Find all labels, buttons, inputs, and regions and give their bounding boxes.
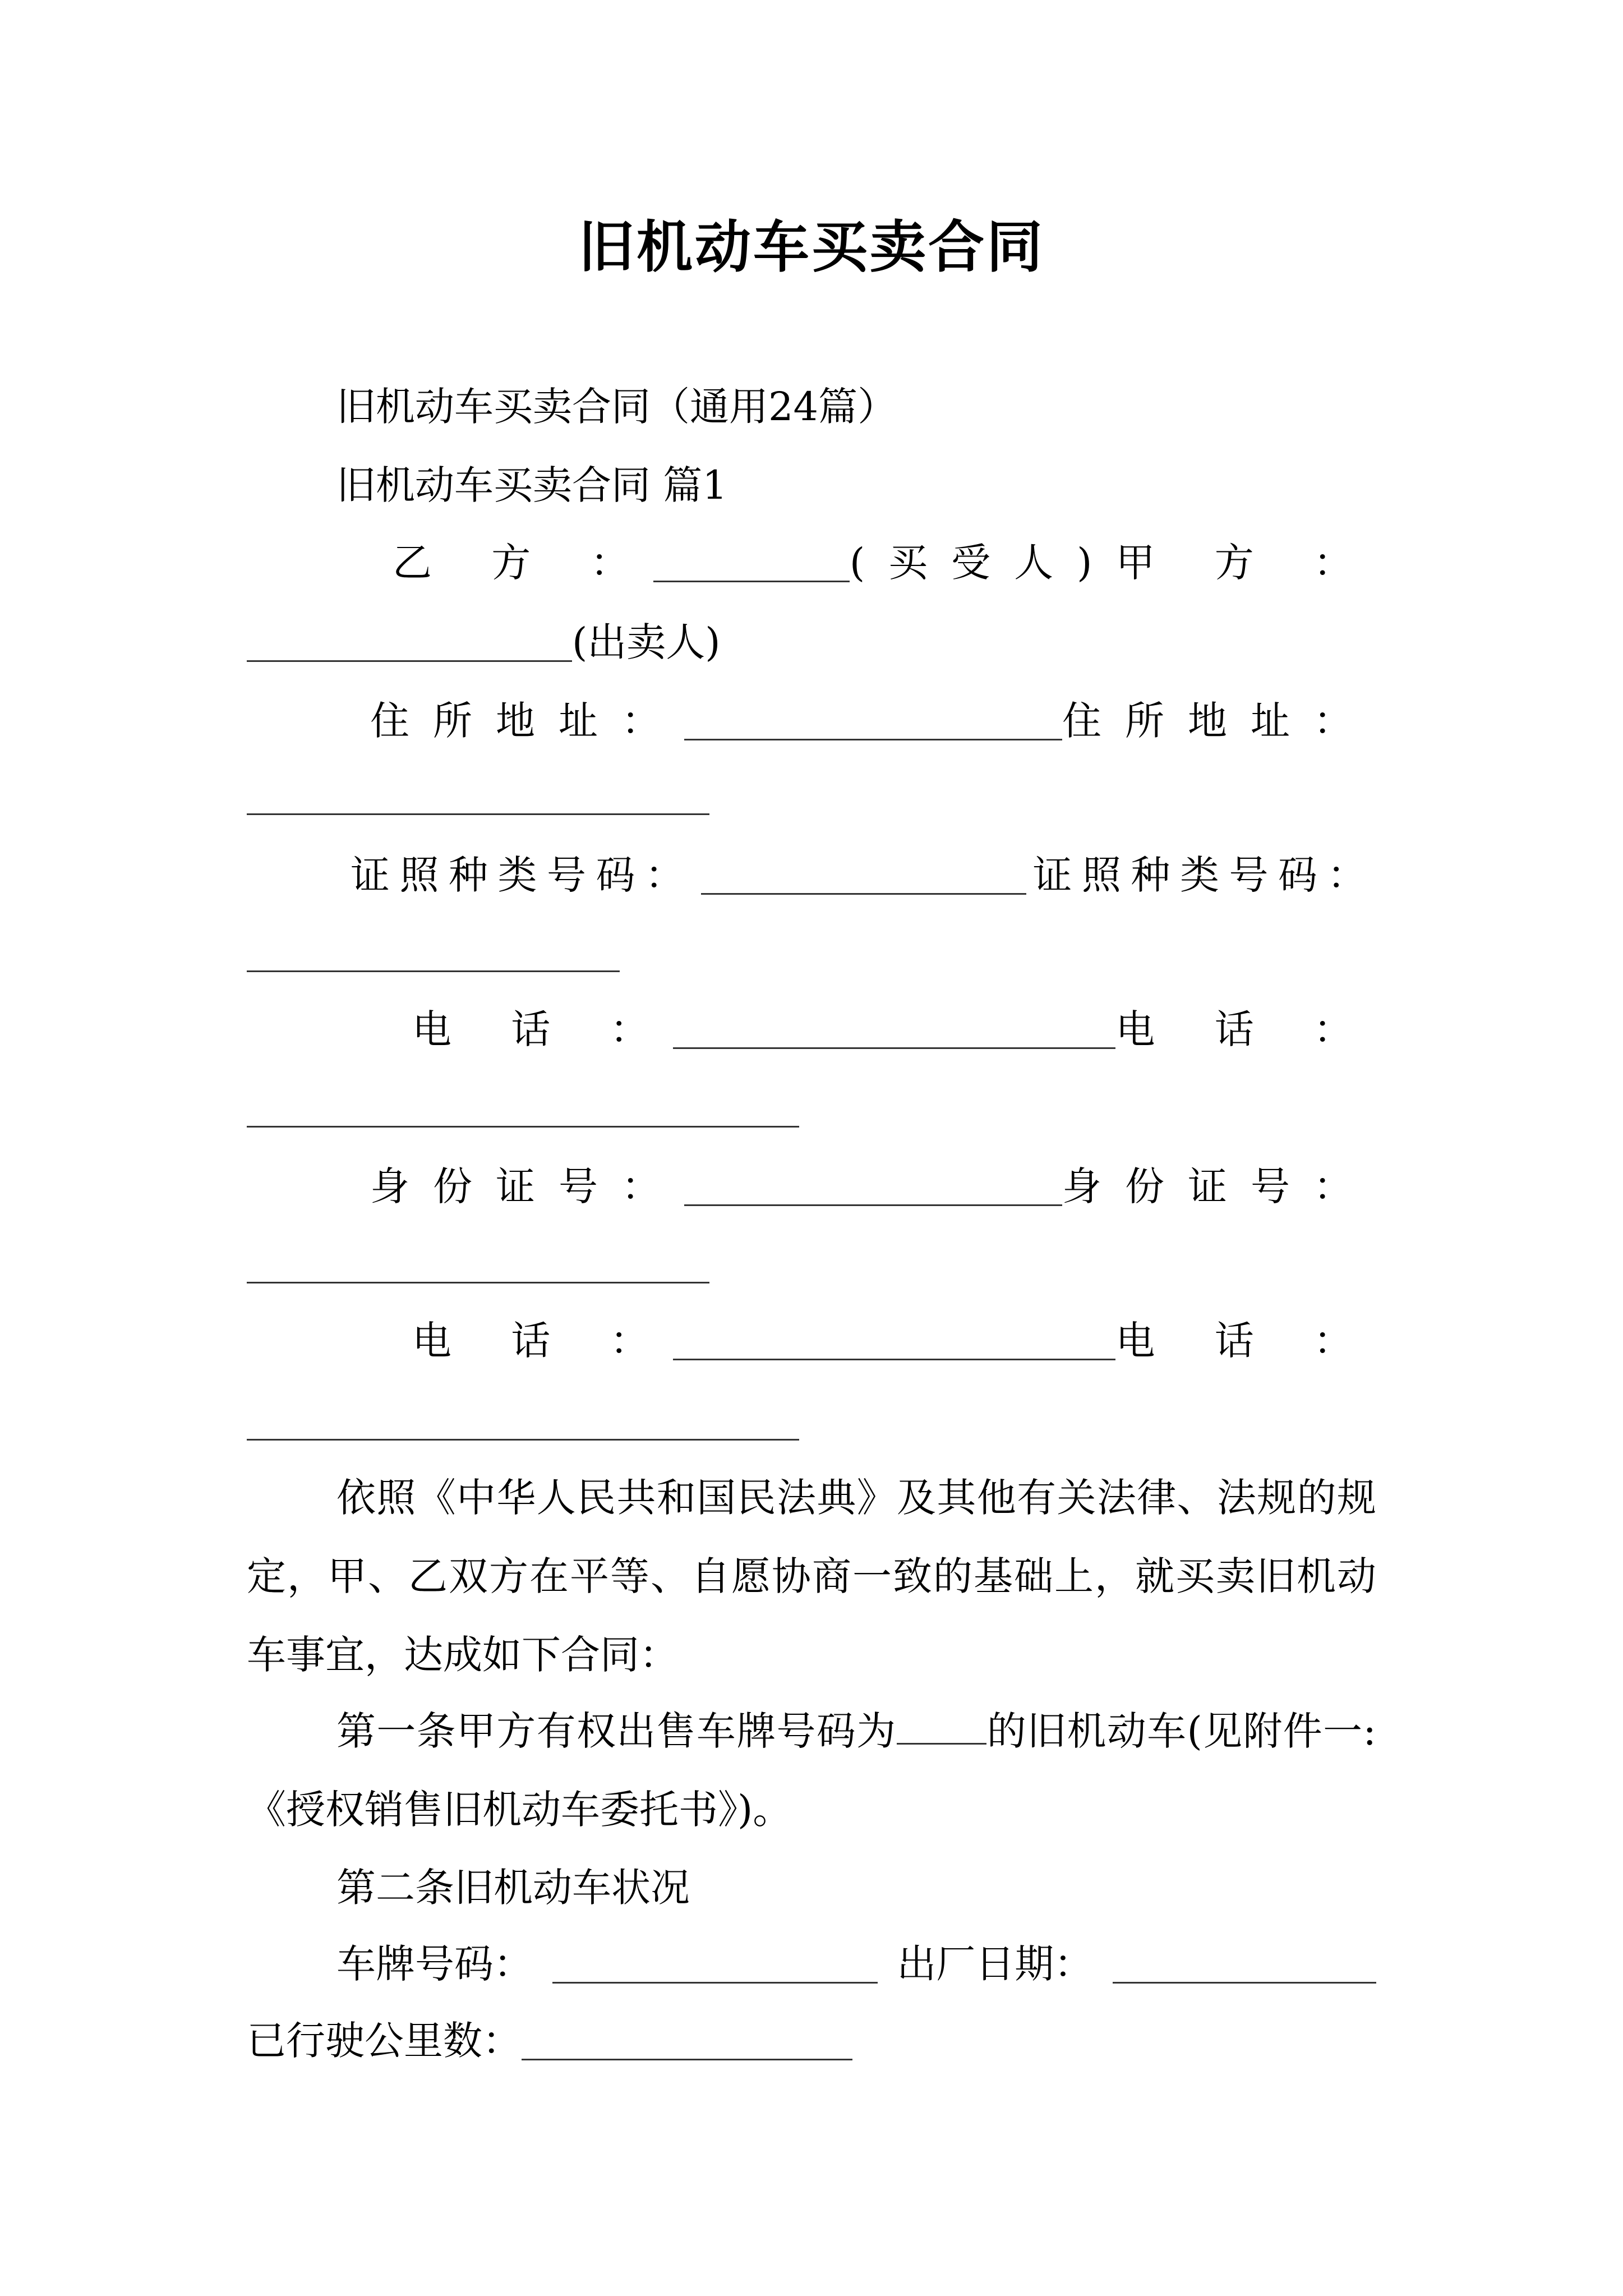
address-label-a: 住所地址： [1062,698,1376,744]
party-row [393,540,1376,586]
id-no-row [370,1163,1376,1209]
mileage-blank [522,2023,852,2060]
article-1-plate-blank [897,1711,986,1745]
document-title: 旧机动车买卖合同 [578,214,1045,280]
intro-paragraph: 依照《中华人民共和国民法典》及其他有关法律、法规的规定，甲、乙双方在平等、自愿协商一致的基础上，就买卖旧机动车事宜，达成如下合同： [247,1475,1376,1678]
article-1-text-pre: 第一条甲方有权出售车牌号码为 [336,1708,897,1754]
buyer-label: (买受人) [849,540,1116,586]
id-no-blank-a [247,1281,709,1283]
phone-label-a-2: 电 话 ： [1115,1318,1376,1364]
id-no-blank-b [684,1168,1062,1206]
seller-label: (出卖人) [572,619,721,665]
address-blank-a [247,812,709,815]
article-2-title: 第二条旧机动车状况 [336,1865,690,1911]
phone-blank-a [247,1125,799,1128]
address-label-b: 住所地址： [370,698,684,744]
plate-blank [552,1946,878,1984]
part-title: 旧机动车买卖合同 篇1 [336,462,727,508]
phone-blank-b [673,1011,1116,1049]
address-blank-b [684,703,1062,740]
phone-blank-b-2 [673,1323,1116,1360]
mileage-row [247,2018,1376,2064]
party-a-row [247,619,1376,665]
id-type-label-a: 证照种类号码： [1032,852,1376,898]
phone-label-a: 电 话 ： [1115,1006,1376,1052]
party-b-blank [653,545,850,582]
id-type-blank-b [701,857,1026,895]
address-row [370,698,1376,744]
id-no-label-b: 身份证号： [370,1163,684,1209]
id-type-blank-a [247,969,620,972]
phone-label-b-2: 电 话 ： [412,1318,673,1364]
id-type-label-b: 证照种类号码： [351,852,694,898]
plate-label: 车牌号码： [336,1941,533,1987]
factory-date-label: 出厂日期： [897,1941,1094,1987]
phone-row-2 [412,1318,1376,1364]
party-b-label: 乙 方 ： [393,540,653,586]
party-a-label: 甲 方 ： [1115,540,1376,586]
document-subtitle: 旧机动车买卖合同（通用24篇） [336,384,897,430]
id-no-label-a: 身份证号： [1062,1163,1376,1209]
phone-blank-a-2 [247,1438,799,1441]
id-type-row [351,852,1376,898]
article-1-text-post: 的旧机动车(见附件一:《授权销售旧机动车委托书》)。 [247,1708,1377,1833]
party-a-blank [247,624,572,662]
factory-date-blank [1113,1946,1376,1984]
plate-row [336,1941,1376,1987]
mileage-label: 已行驶公里数： [247,2018,522,2064]
article-1 [247,1692,1376,1849]
phone-label-b: 电 话 ： [412,1006,673,1052]
phone-row-1 [412,1006,1376,1052]
